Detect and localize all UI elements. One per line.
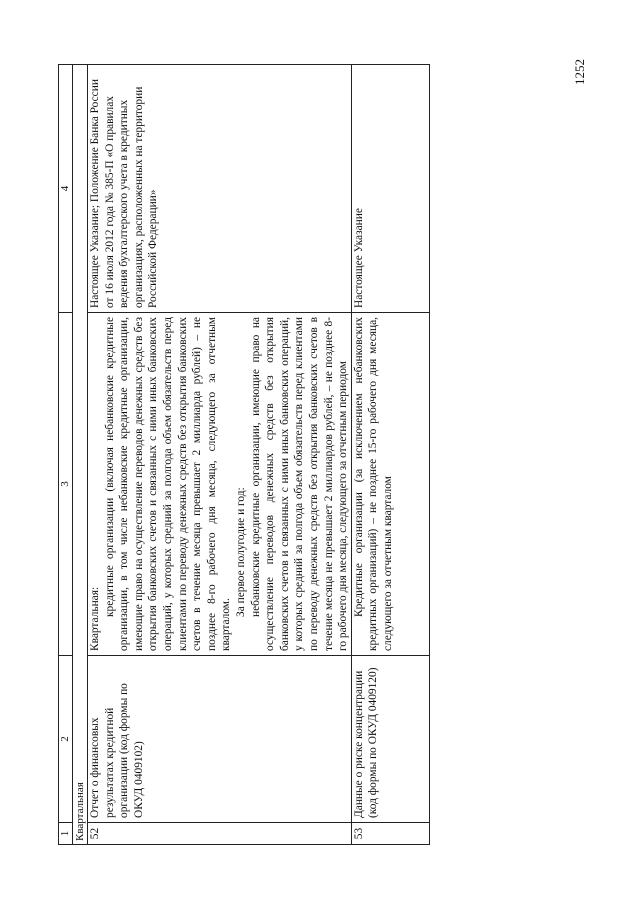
report-name-cell: Отчет о финансовых результатах кредитной организации (код формы по ОКУД 0409102) <box>88 656 352 823</box>
period-cell <box>351 313 429 656</box>
page-number: 1252 <box>572 59 587 85</box>
period-cell <box>88 313 352 656</box>
column-header-3: 3 <box>59 313 73 656</box>
column-number-row <box>59 65 73 845</box>
table-row <box>351 65 429 845</box>
section-title: Квартальная <box>73 65 88 845</box>
row-number: 53 <box>351 823 429 845</box>
table-row <box>88 65 352 845</box>
report-name-cell: Данные о риске концентрации (код формы по ОКУД 0409120) <box>351 656 429 823</box>
period-paragraph: кредитные организации (включая небанковские кредитные организации, в том числе небанковские кредитные организации, имеющие право на осуществление переводов денежных средств без открытия банковских счетов и связанных с ними иных банковских операций, у которых средний за полгода объем обязательств перед клиентами по переводу денежных средств без открытия банковских счетов в течение месяца превышает 2 миллиарда рублей) – не позднее 8-го рабочего дня месяца, следующего за отчетным кварталом. <box>103 317 233 651</box>
column-header-1: 1 <box>59 823 73 845</box>
row-number: 52 <box>88 823 352 845</box>
reporting-forms-table <box>58 64 430 845</box>
period-paragraph: Кредитные организации (за исключением небанковских кредитных организаций) – не позднее 15-го рабочего дня месяца, следующего за отчетным кварталом <box>352 317 394 651</box>
rotated-table-container <box>58 65 430 845</box>
column-header-4: 4 <box>59 65 73 313</box>
period-paragraph: За первое полугодие и год: <box>234 487 247 617</box>
column-header-2: 2 <box>59 656 73 823</box>
basis-cell: Настоящее Указание <box>351 65 429 313</box>
period-paragraph: Квартальная: <box>89 586 101 651</box>
section-row <box>73 65 88 845</box>
period-paragraph: небанковские кредитные организации, имеющие право на осуществление переводов денежных средств без открытия банковских счетов и связанных с ними иных банковских операций, у которых средний за полгода объем обязательств перед клиентами по переводу денежных средств без открытия банковских счетов в течение месяца не превышает 2 миллиардов рублей, – не позднее 8-го рабочего дня месяца, следующего за отчетным периодом <box>249 317 350 651</box>
basis-cell: Настоящее Указание; Положение Банка России от 16 июля 2012 года № 385-П «О правилах ведения бухгалтерского учета в кредитных организациях, расположенных на территории Российской Федерации» <box>88 65 352 313</box>
